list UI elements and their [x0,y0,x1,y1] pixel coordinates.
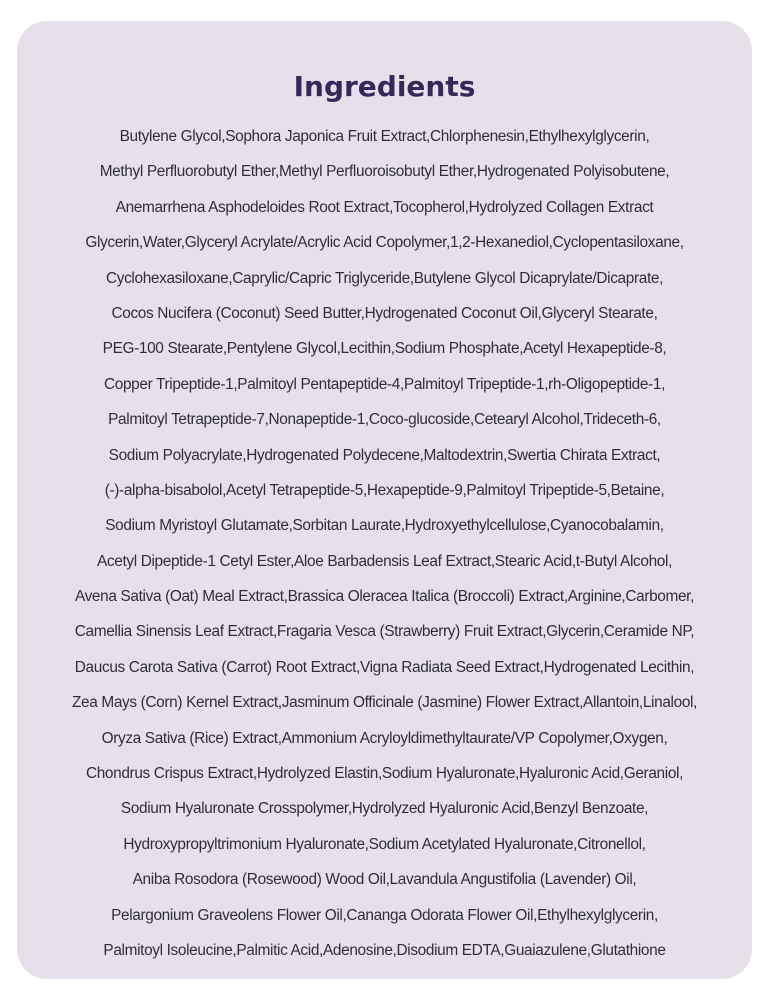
ingredient-line: Anemarrhena Asphodeloides Root Extract,Tocopherol,Hydrolyzed Collagen Extract [115,198,654,216]
ingredient-line: Pelargonium Graveolens Flower Oil,Cananga Odorata Flower Oil,Ethylhexylglycerin, [111,906,658,924]
ingredient-line: Chondrus Crispus Extract,Hydrolyzed Elastin,Sodium Hyaluronate,Hyaluronic Acid,Geraniol, [85,765,684,783]
ingredient-line: Aniba Rosodora (Rosewood) Wood Oil,Lavandula Angustifolia (Lavender) Oil, [132,871,637,889]
ingredient-line: Cocos Nucifera (Coconut) Seed Butter,Hydrogenated Coconut Oil,Glyceryl Stearate, [111,304,658,322]
ingredients-card [17,21,752,979]
ingredient-line: (-)-alpha-bisabolol,Acetyl Tetrapeptide-5,Hexapeptide-9,Palmitoyl Tripeptide-5,Betaine, [104,481,665,499]
ingredient-line: Daucus Carota Sativa (Carrot) Root Extract,Vigna Radiata Seed Extract,Hydrogenated Lecithin, [74,658,695,676]
ingredient-line: Sodium Polyacrylate,Hydrogenated Polydecene,Maltodextrin,Swertia Chirata Extract, [108,446,661,464]
ingredients-list [17,119,752,968]
ingredient-line: Camellia Sinensis Leaf Extract,Fragaria Vesca (Strawberry) Fruit Extract,Glycerin,Ceramide NP, [74,623,695,641]
ingredient-line: Hydroxypropyltrimonium Hyaluronate,Sodium Acetylated Hyaluronate,Citronellol, [123,835,646,853]
ingredient-line: PEG-100 Stearate,Pentylene Glycol,Lecithin,Sodium Phosphate,Acetyl Hexapeptide-8, [102,340,667,358]
ingredient-line: Cyclohexasiloxane,Caprylic/Capric Triglyceride,Butylene Glycol Dicaprylate/Dicaprate, [105,269,664,287]
ingredient-line: Glycerin,Water,Glyceryl Acrylate/Acrylic Acid Copolymer,1,2-Hexanediol,Cyclopentasiloxane, [85,234,684,252]
ingredient-line: Sodium Myristoyl Glutamate,Sorbitan Laurate,Hydroxyethylcellulose,Cyanocobalamin, [105,517,664,535]
ingredient-line: Sodium Hyaluronate Crosspolymer,Hydrolyzed Hyaluronic Acid,Benzyl Benzoate, [120,800,649,818]
ingredient-line: Zea Mays (Corn) Kernel Extract,Jasminum Officinale (Jasmine) Flower Extract,Allantoin,Linalool, [71,694,698,712]
ingredient-line: Methyl Perfluorobutyl Ether,Methyl Perfluoroisobutyl Ether,Hydrogenated Polyisobutene, [99,163,670,181]
ingredient-line: Copper Tripeptide-1,Palmitoyl Pentapeptide-4,Palmitoyl Tripeptide-1,rh-Oligopeptide-1, [103,375,666,393]
ingredient-line: Acetyl Dipeptide-1 Cetyl Ester,Aloe Barbadensis Leaf Extract,Stearic Acid,t-Butyl Alcohol, [96,552,673,570]
ingredient-line: Butylene Glycol,Sophora Japonica Fruit Extract,Chlorphenesin,Ethylhexylglycerin, [119,128,650,145]
ingredient-line: Oryza Sativa (Rice) Extract,Ammonium Acryloyldimethyltaurate/VP Copolymer,Oxygen, [101,729,668,747]
ingredient-line: Avena Sativa (Oat) Meal Extract,Brassica Oleracea Italica (Broccoli) Extract,Arginine,Carbomer, [74,588,695,606]
ingredients-title: Ingredients [293,70,476,103]
ingredient-line: Palmitoyl Isoleucine,Palmitic Acid,Adenosine,Disodium EDTA,Guaiazulene,Glutathione [103,941,666,959]
ingredient-line: Palmitoyl Tetrapeptide-7,Nonapeptide-1,Coco-glucoside,Cetearyl Alcohol,Trideceth-6, [108,411,661,429]
